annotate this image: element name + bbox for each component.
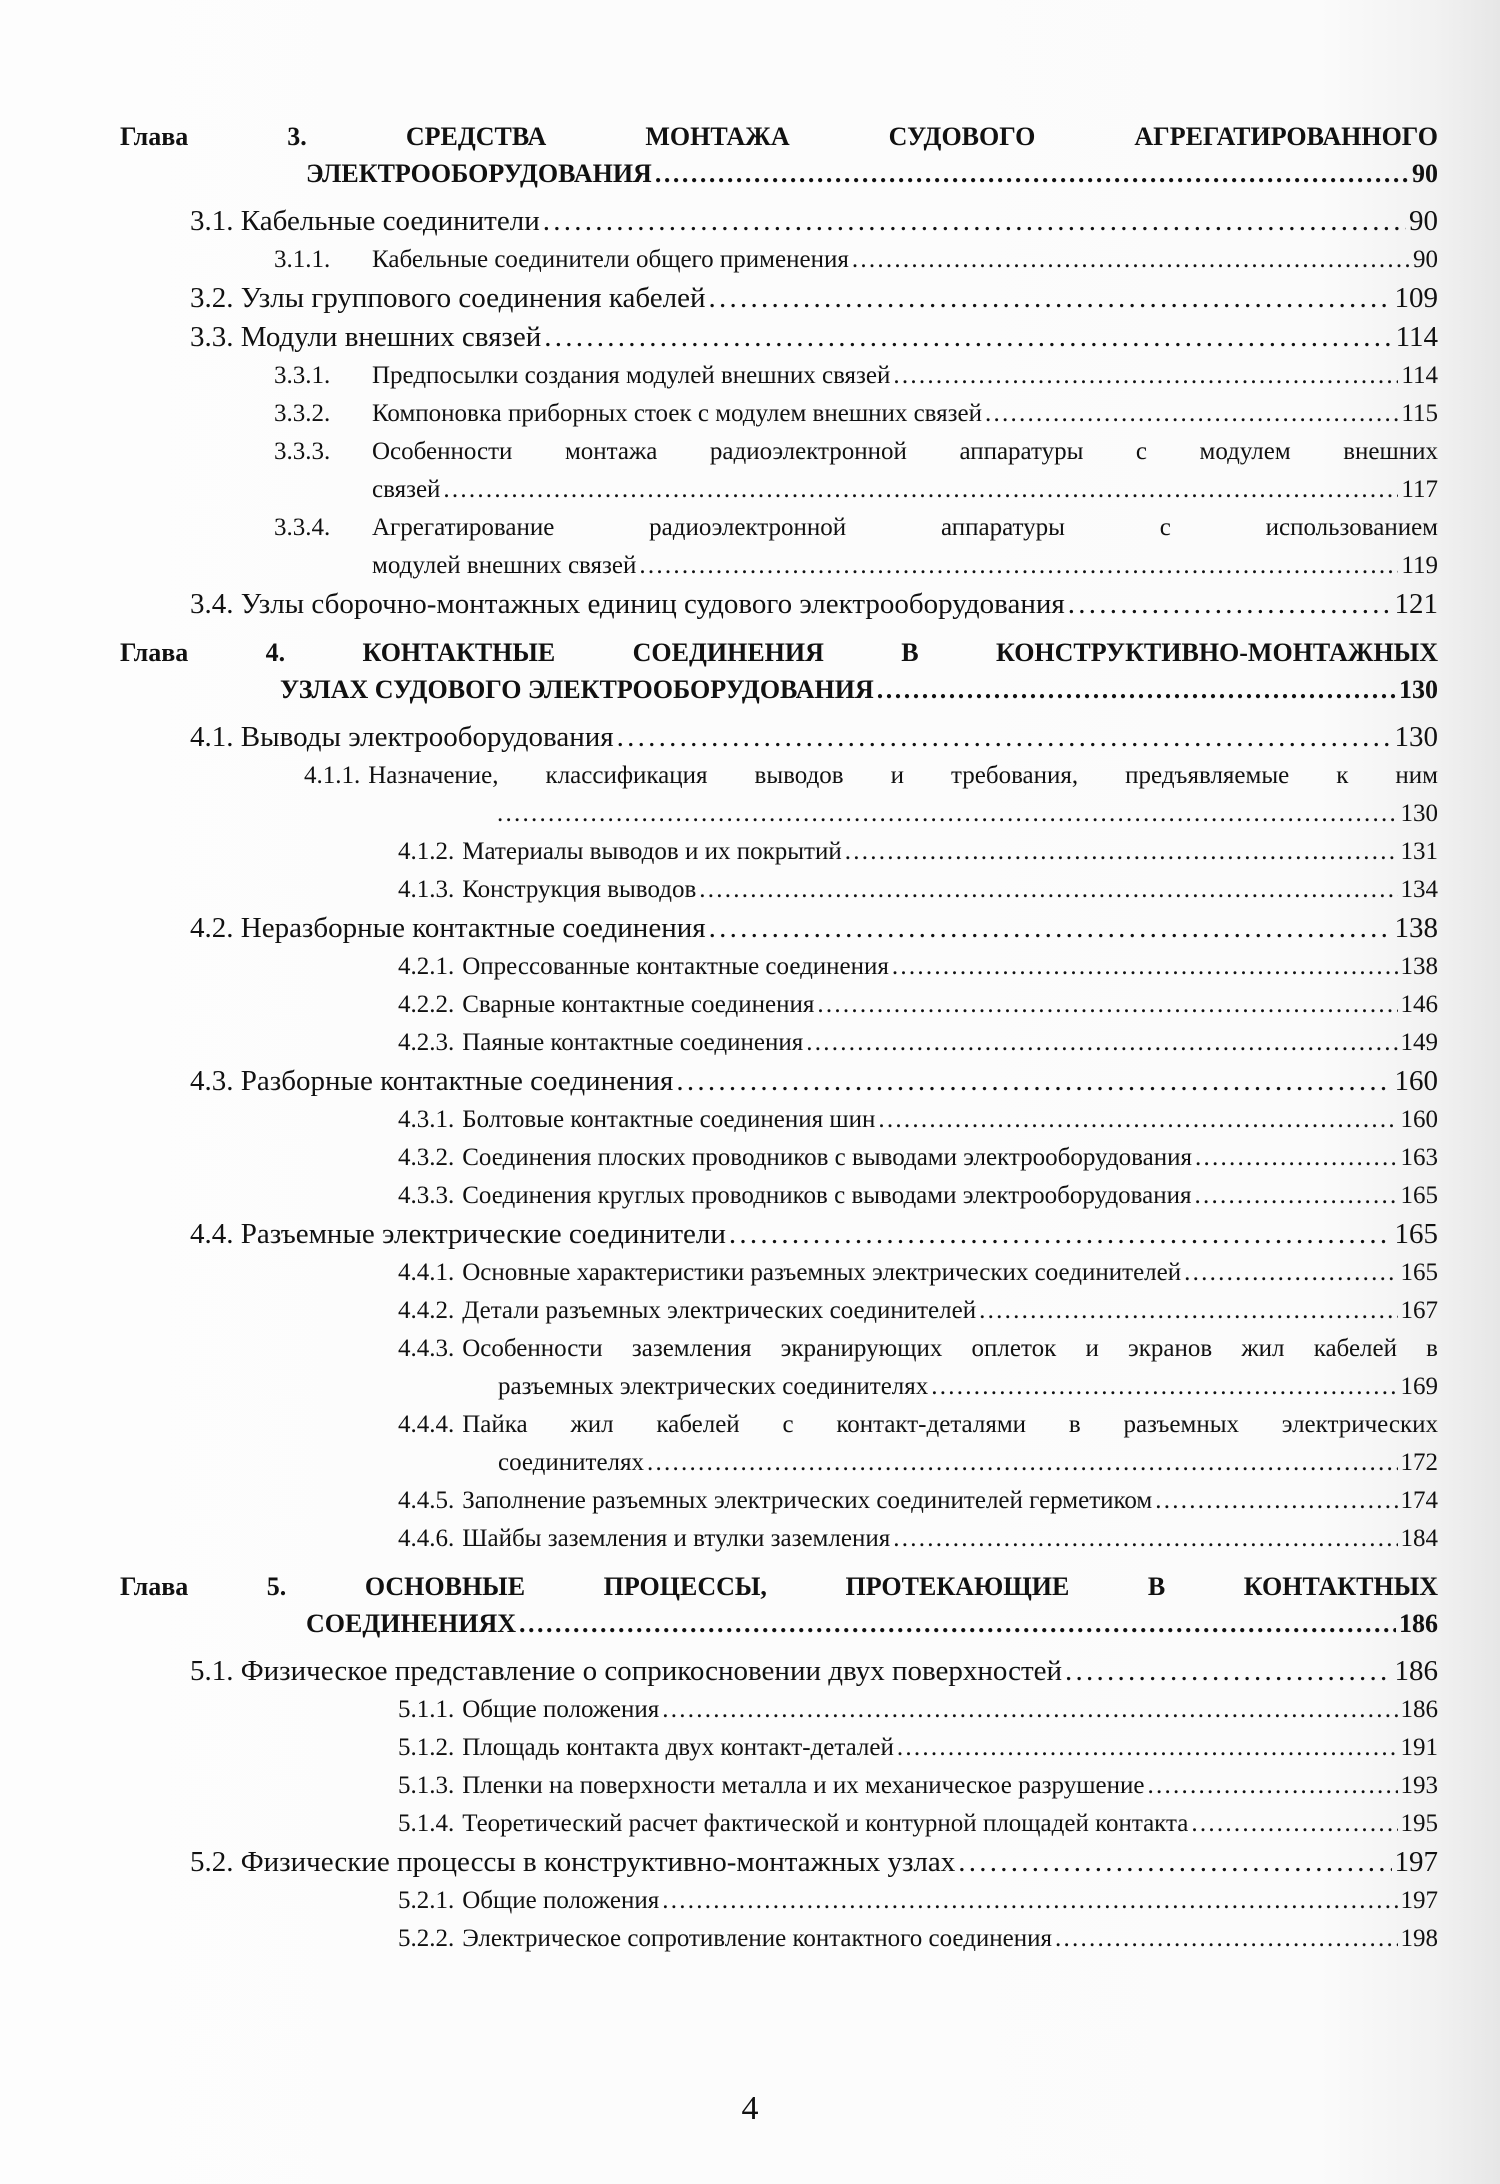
subsection-label: Соединения плоских проводников с выводами электрооборудования: [462, 1144, 1193, 1171]
page-ref: 114: [1401, 362, 1438, 389]
subsection-number: 4.2.3.: [398, 1029, 455, 1056]
toc-subsection[interactable]: [120, 433, 1438, 509]
page-ref: 174: [1400, 1487, 1438, 1514]
leader-dots: [1195, 1139, 1397, 1177]
leader-dots: [806, 1024, 1397, 1062]
subsection-label-continued: соединителях: [498, 1449, 645, 1476]
subsection-number: 4.4.1.: [398, 1259, 455, 1286]
section-label: 4.4. Разъемные электрические соединители: [190, 1218, 726, 1250]
toc-subsection[interactable]: [120, 986, 1438, 1024]
page-ref: 160: [1394, 1065, 1438, 1097]
page-ref: 160: [1400, 1106, 1438, 1133]
chapter-4-heading[interactable]: [120, 634, 1438, 708]
subsection-number: 5.1.4.: [398, 1810, 455, 1837]
page-ref: 90: [1409, 205, 1438, 237]
leader-dots: [817, 986, 1397, 1024]
section-label: 3.1. Кабельные соединители: [190, 205, 540, 237]
subsection-label: Шайбы заземления и втулки заземления: [462, 1525, 891, 1552]
toc-section[interactable]: [120, 1652, 1438, 1691]
subsection-label: Заполнение разъемных электрических соединителей герметиком: [462, 1487, 1153, 1514]
leader-dots: [699, 871, 1397, 909]
page-ref: 138: [1400, 953, 1438, 980]
toc-subsection[interactable]: [120, 1691, 1438, 1729]
subsection-label-continued: связей: [372, 476, 441, 503]
leader-dots: [1191, 1805, 1397, 1843]
leader-dots: [1147, 1767, 1397, 1805]
chapter-word: Глава: [120, 122, 189, 151]
toc-subsection[interactable]: [120, 395, 1438, 433]
page-ref: 114: [1395, 321, 1438, 353]
subsection-number: 4.1.3.: [398, 876, 455, 903]
page-ref: 165: [1400, 1182, 1438, 1209]
chapter-title-word: КОНТАКТНЫХ: [1243, 1572, 1438, 1601]
leader-dots: [709, 279, 1392, 318]
subsection-label: Компоновка приборных стоек с модулем внешних связей: [372, 400, 983, 427]
subsection-label: Особенности монтажа радиоэлектронной аппаратуры с модулем внешних: [372, 438, 1438, 465]
chapter-title-word: СОЕДИНЕНИЯ: [632, 638, 824, 667]
leader-dots: [1055, 1920, 1397, 1958]
page-ref: 198: [1400, 1925, 1438, 1952]
section-label: 4.2. Неразборные контактные соединения: [190, 912, 706, 944]
leader-dots: [958, 1843, 1391, 1882]
toc-subsection[interactable]: [120, 1520, 1438, 1558]
subsection-number: 3.3.1.: [274, 362, 331, 389]
toc-subsection[interactable]: [120, 1406, 1438, 1482]
page-ref: 90: [1412, 159, 1438, 188]
toc-subsection[interactable]: [120, 948, 1438, 986]
subsection-label: Общие положения: [462, 1696, 660, 1723]
leader-dots: [1155, 1482, 1397, 1520]
page-number: 4: [741, 2090, 759, 2127]
subsection-number: 4.4.4.: [398, 1411, 455, 1438]
subsection-label: Сварные контактные соединения: [462, 991, 815, 1018]
page-ref: 165: [1400, 1259, 1438, 1286]
subsection-number: 4.4.3.: [398, 1335, 455, 1362]
subsection-number: 3.3.2.: [274, 400, 331, 427]
leader-dots: [845, 833, 1398, 871]
chapter-title-word: ПРОТЕКАЮЩИЕ: [845, 1572, 1070, 1601]
subsection-label: Теоретический расчет фактической и контурной площадей контакта: [462, 1810, 1189, 1837]
subsection-label: Назначение, классификация выводов и требования, предъявляемые к ним: [368, 762, 1438, 789]
page-ref: 191: [1400, 1734, 1438, 1761]
leader-dots: [709, 909, 1392, 948]
page-ref: 193: [1400, 1772, 1438, 1799]
subsection-number: 3.3.4.: [274, 514, 331, 541]
subsection-number: 4.4.6.: [398, 1525, 455, 1552]
table-of-contents: [120, 118, 1438, 1958]
section-label: 5.2. Физические процессы в конструктивно-монтажных узлах: [190, 1846, 956, 1878]
subsection-number: 3.1.1.: [274, 246, 331, 273]
page-ref: 167: [1400, 1297, 1438, 1324]
leader-dots: [1184, 1254, 1397, 1292]
toc-subsection[interactable]: [120, 1292, 1438, 1330]
subsection-number: 5.2.2.: [398, 1925, 455, 1952]
toc-subsection[interactable]: [120, 1729, 1438, 1767]
leader-dots: [893, 1520, 1397, 1558]
chapter-title-word: В: [901, 638, 919, 667]
page-ref: 138: [1394, 912, 1438, 944]
toc-section[interactable]: [120, 1843, 1438, 1882]
section-label: 3.3. Модули внешних связей: [190, 321, 542, 353]
leader-dots: [878, 1101, 1397, 1139]
toc-subsection[interactable]: [120, 1920, 1438, 1958]
subsection-label: Особенности заземления экранирующих оплеток и экранов жил кабелей в: [462, 1335, 1438, 1362]
page-ref: 186: [1399, 1609, 1438, 1638]
page-ref: 119: [1401, 552, 1438, 579]
subsection-label: Предпосылки создания модулей внешних связей: [372, 362, 891, 389]
chapter-title-word: ПРОЦЕССЫ,: [603, 1572, 767, 1601]
leader-dots: [1068, 585, 1392, 624]
page-ref: 121: [1394, 588, 1438, 620]
toc-section[interactable]: [120, 909, 1438, 948]
page-ref: 169: [1400, 1373, 1438, 1400]
toc-subsection[interactable]: [120, 1330, 1438, 1406]
subsection-label: Электрическое сопротивление контактного соединения: [462, 1925, 1053, 1952]
leader-dots: [543, 202, 1406, 241]
page-ref: 163: [1400, 1144, 1438, 1171]
leader-dots: [544, 318, 1392, 357]
toc-subsection[interactable]: [120, 509, 1438, 585]
subsection-label: Соединения круглых проводников с выводами электрооборудования: [462, 1182, 1192, 1209]
chapter-3-heading[interactable]: [120, 118, 1438, 192]
leader-dots: [655, 155, 1409, 192]
chapter-title-word: АГРЕГАТИРОВАННОГО: [1134, 122, 1438, 151]
chapter-title-word: МОНТАЖА: [645, 122, 790, 151]
subsection-number: 4.2.2.: [398, 991, 455, 1018]
leader-dots: [497, 795, 1398, 833]
toc-section[interactable]: [120, 1215, 1438, 1254]
subsection-number: 5.1.2.: [398, 1734, 455, 1761]
leader-dots: [647, 1444, 1397, 1482]
subsection-label: Общие положения: [462, 1887, 660, 1914]
chapter-5-heading[interactable]: [120, 1568, 1438, 1642]
section-label: 3.2. Узлы группового соединения кабелей: [190, 282, 706, 314]
page-ref: 172: [1400, 1449, 1438, 1476]
chapter-title-end: ЭЛЕКТРООБОРУДОВАНИЯ: [306, 159, 652, 188]
page-ref: 131: [1400, 838, 1438, 865]
page-ref: 90: [1413, 246, 1438, 273]
toc-subsection[interactable]: [120, 1024, 1438, 1062]
chapter-title-end: УЗЛАХ СУДОВОГО ЭЛЕКТРООБОРУДОВАНИЯ: [280, 675, 874, 704]
leader-dots: [979, 1292, 1397, 1330]
page-ref: 184: [1400, 1525, 1438, 1552]
subsection-number: 3.3.3.: [274, 438, 331, 465]
toc-subsection[interactable]: [120, 833, 1438, 871]
subsection-number: 4.3.2.: [398, 1144, 455, 1171]
section-label: 4.1. Выводы электрооборудования: [190, 721, 614, 753]
toc-section[interactable]: [120, 318, 1438, 357]
toc-subsection[interactable]: [120, 1882, 1438, 1920]
leader-dots: [1065, 1652, 1391, 1691]
chapter-title-word: КОНТАКТНЫЕ: [362, 638, 556, 667]
page-ref: 134: [1400, 876, 1438, 903]
page-ref: 195: [1400, 1810, 1438, 1837]
subsection-number: 4.1.1.: [304, 762, 361, 789]
toc-section[interactable]: [120, 718, 1438, 757]
subsection-number: 5.1.3.: [398, 1772, 455, 1799]
toc-section[interactable]: [120, 1062, 1438, 1101]
subsection-label: Кабельные соединители общего применения: [372, 246, 849, 273]
leader-dots: [897, 1729, 1398, 1767]
subsection-number: 4.4.5.: [398, 1487, 455, 1514]
chapter-title-word: КОНСТРУКТИВНО-МОНТАЖНЫХ: [995, 638, 1438, 667]
leader-dots: [931, 1368, 1397, 1406]
subsection-number: 5.2.1.: [398, 1887, 455, 1914]
page-ref: 109: [1394, 282, 1438, 314]
leader-dots: [729, 1215, 1392, 1254]
toc-subsection[interactable]: [120, 871, 1438, 909]
leader-dots: [985, 395, 1398, 433]
chapter-word: Глава: [120, 1572, 189, 1601]
subsection-label: Паяные контактные соединения: [462, 1029, 804, 1056]
subsection-label: Пайка жил кабелей с контакт-деталями в разъемных электрических: [462, 1411, 1438, 1438]
subsection-label: Основные характеристики разъемных электрических соединителей: [462, 1259, 1182, 1286]
toc-subsection[interactable]: [120, 1139, 1438, 1177]
page-ref: 146: [1400, 991, 1438, 1018]
subsection-number: 4.1.2.: [398, 838, 455, 865]
chapter-title-end: СОЕДИНЕНИЯХ: [306, 1609, 517, 1638]
chapter-title-word: В: [1147, 1572, 1166, 1601]
leader-dots: [893, 357, 1398, 395]
subsection-label: Материалы выводов и их покрытий: [462, 838, 842, 865]
toc-subsection[interactable]: [120, 357, 1438, 395]
toc-subsection[interactable]: [120, 1177, 1438, 1215]
toc-subsection[interactable]: [120, 1805, 1438, 1843]
toc-subsection[interactable]: [120, 1482, 1438, 1520]
chapter-word: Глава: [120, 638, 189, 667]
chapter-number: 4.: [265, 638, 286, 667]
section-label: 4.3. Разборные контактные соединения: [190, 1065, 674, 1097]
subsection-number: 4.2.1.: [398, 953, 455, 980]
subsection-label: Агрегатирование радиоэлектронной аппаратуры с использованием: [372, 514, 1438, 541]
toc-subsection[interactable]: [120, 1254, 1438, 1292]
leader-dots: [617, 718, 1392, 757]
toc-subsection[interactable]: [120, 1101, 1438, 1139]
page-ref: 149: [1400, 1029, 1438, 1056]
toc-subsection[interactable]: [120, 1767, 1438, 1805]
leader-dots: [877, 671, 1396, 708]
toc-section[interactable]: [120, 202, 1438, 241]
page-ref: 130: [1400, 800, 1438, 827]
page-ref: 186: [1400, 1696, 1438, 1723]
leader-dots: [676, 1062, 1391, 1101]
leader-dots: [639, 547, 1398, 585]
leader-dots: [662, 1882, 1397, 1920]
section-label: 5.1. Физическое представление о соприкосновении двух поверхностей: [190, 1655, 1063, 1687]
leader-dots: [852, 241, 1410, 279]
chapter-number: 3.: [287, 122, 307, 151]
subsection-label: Опрессованные контактные соединения: [462, 953, 889, 980]
page-ref: 130: [1399, 675, 1438, 704]
subsection-label-continued: разъемных электрических соединителях: [498, 1373, 929, 1400]
subsection-label: Детали разъемных электрических соединителей: [462, 1297, 977, 1324]
chapter-title-word: ОСНОВНЫЕ: [364, 1572, 526, 1601]
leader-dots: [519, 1605, 1396, 1642]
page-ref: 165: [1394, 1218, 1438, 1250]
subsection-label: Болтовые контактные соединения шин: [462, 1106, 876, 1133]
page-ref: 117: [1401, 476, 1438, 503]
page-ref: 130: [1394, 721, 1438, 753]
leader-dots: [443, 471, 1398, 509]
subsection-number: 4.4.2.: [398, 1297, 455, 1324]
subsection-number: 4.3.1.: [398, 1106, 455, 1133]
subsection-number: 5.1.1.: [398, 1696, 455, 1723]
chapter-title-word: СРЕДСТВА: [405, 122, 547, 151]
subsection-label-continued: модулей внешних связей: [372, 552, 637, 579]
leader-dots: [662, 1691, 1397, 1729]
page-ref: 115: [1401, 400, 1438, 427]
section-label: 3.4. Узлы сборочно-монтажных единиц судового электрооборудования: [190, 588, 1065, 620]
toc-subsection[interactable]: [120, 241, 1438, 279]
subsection-label: Конструкция выводов: [462, 876, 697, 903]
page-ref: 186: [1394, 1655, 1438, 1687]
toc-section[interactable]: [120, 585, 1438, 624]
subsection-number: 4.3.3.: [398, 1182, 455, 1209]
subsection-label: Площадь контакта двух контакт-деталей: [462, 1734, 894, 1761]
toc-subsection[interactable]: [120, 757, 1438, 833]
chapter-title-word: СУДОВОГО: [888, 122, 1036, 151]
subsection-label: Пленки на поверхности металла и их механическое разрушение: [462, 1772, 1145, 1799]
leader-dots: [1195, 1177, 1398, 1215]
page-ref: 197: [1400, 1887, 1438, 1914]
leader-dots: [892, 948, 1398, 986]
toc-section[interactable]: [120, 279, 1438, 318]
page-ref: 197: [1394, 1846, 1438, 1878]
chapter-number: 5.: [266, 1572, 287, 1601]
